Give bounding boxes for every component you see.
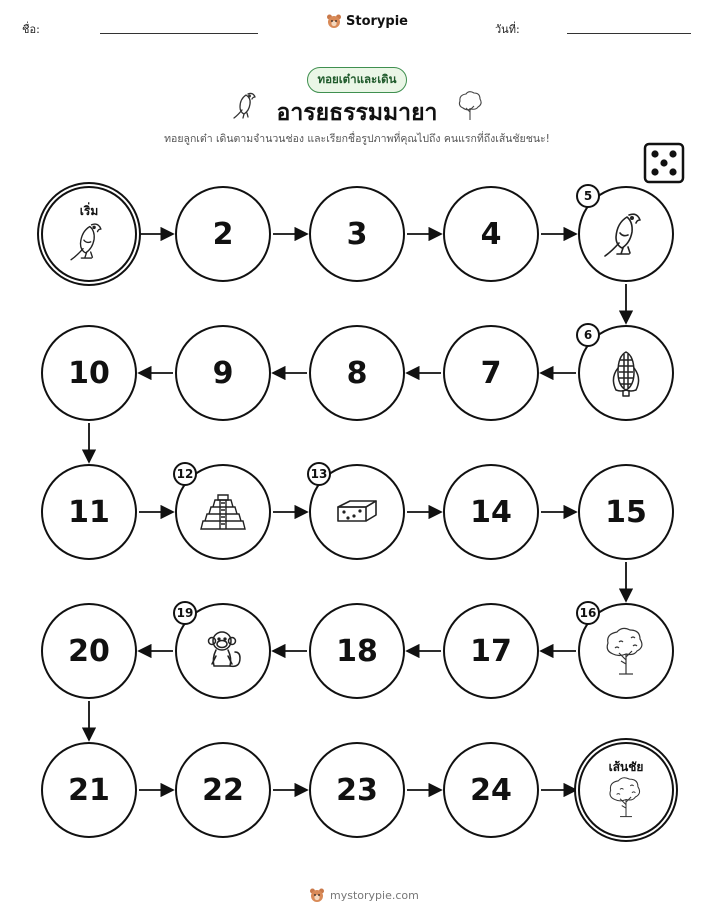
board-space xyxy=(443,186,539,282)
monkey-icon xyxy=(196,624,250,678)
space-number-badge: 13 xyxy=(307,462,331,486)
space-number: 10 xyxy=(68,355,110,391)
parrot-icon xyxy=(66,218,112,264)
space-number-badge: 19 xyxy=(173,601,197,625)
space-number: 21 xyxy=(68,772,110,808)
space-number-badge: 12 xyxy=(173,462,197,486)
board-space xyxy=(41,603,137,699)
board-space xyxy=(443,603,539,699)
space-number: 2 xyxy=(212,216,234,252)
space-number-badge: 6 xyxy=(576,323,600,347)
space-number: 11 xyxy=(68,494,110,530)
space-number: 20 xyxy=(68,633,110,669)
footer-url[interactable]: mystorypie.com xyxy=(330,888,419,902)
board-space xyxy=(175,325,271,421)
board-space xyxy=(578,464,674,560)
board-space xyxy=(175,603,271,699)
space-number: 18 xyxy=(336,633,378,669)
start-space xyxy=(41,186,137,282)
tree-icon xyxy=(603,774,649,820)
name-label: ชื่อ: xyxy=(22,23,40,36)
board-space xyxy=(443,742,539,838)
space-number: 7 xyxy=(480,355,502,391)
footer xyxy=(309,887,419,903)
board-space xyxy=(309,464,405,560)
space-number: 22 xyxy=(202,772,244,808)
board-space xyxy=(578,186,674,282)
start-label: เริ่ม xyxy=(79,204,99,218)
space-number: 8 xyxy=(346,355,368,391)
space-number: 9 xyxy=(212,355,234,391)
board-space xyxy=(443,464,539,560)
tree-icon xyxy=(599,624,653,678)
space-number: 14 xyxy=(470,494,512,530)
space-number: 17 xyxy=(470,633,512,669)
space-number: 4 xyxy=(480,216,502,252)
space-number: 24 xyxy=(470,772,512,808)
bear-logo-icon xyxy=(309,887,325,903)
board-space xyxy=(578,325,674,421)
corn-icon xyxy=(599,346,653,400)
board-space xyxy=(41,325,137,421)
pyramid-icon xyxy=(196,485,250,539)
board-space xyxy=(309,325,405,421)
board-space xyxy=(41,464,137,560)
space-number: 3 xyxy=(346,216,368,252)
board-space xyxy=(309,603,405,699)
board-space xyxy=(175,742,271,838)
parrot-icon xyxy=(599,207,653,261)
finish-space xyxy=(578,742,674,838)
stone-block-icon xyxy=(330,485,384,539)
board-space xyxy=(578,603,674,699)
game-type-badge: ทอยเต๋าและเดิน xyxy=(307,67,407,93)
brand-name: Storypie xyxy=(346,13,408,29)
board-space xyxy=(175,464,271,560)
space-number: 15 xyxy=(605,494,647,530)
board-space xyxy=(309,742,405,838)
board-space xyxy=(309,186,405,282)
space-number: 23 xyxy=(336,772,378,808)
space-number-badge: 5 xyxy=(576,184,600,208)
board-space xyxy=(175,186,271,282)
board-space xyxy=(443,325,539,421)
space-number-badge: 16 xyxy=(576,601,600,625)
board-space xyxy=(41,742,137,838)
page-title: อารยธรรมมายา xyxy=(276,100,438,126)
finish-label: เส้นชัย xyxy=(608,760,644,774)
instructions: ทอยลูกเต๋า เดินตามจำนวนช่อง และเรียกชื่อรูปภาพที่คุณไปถึง คนแรกที่ถึงเส้นชัยชนะ! xyxy=(164,133,550,145)
date-label: วันที่: xyxy=(495,23,520,36)
